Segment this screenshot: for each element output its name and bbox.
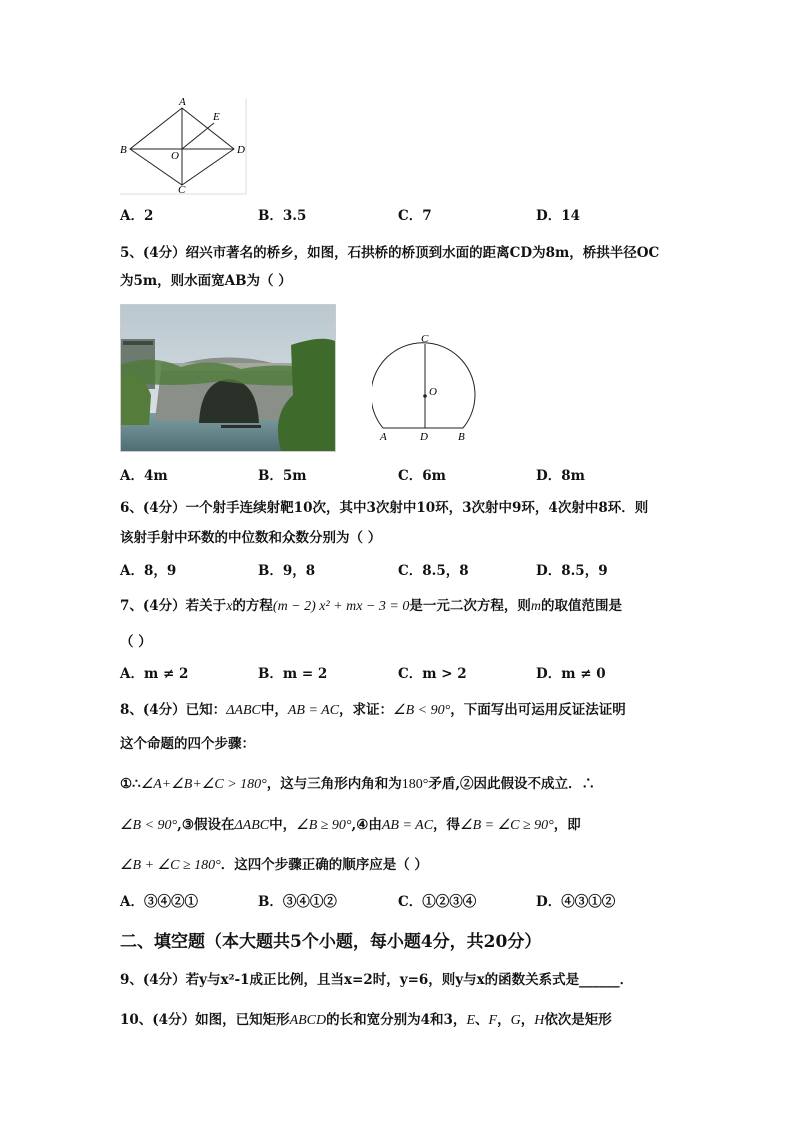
q8-text-line1 xyxy=(120,700,626,721)
label-a: A xyxy=(380,431,387,443)
q10-j: H xyxy=(534,1013,545,1028)
q6-option-b: B．9，8 xyxy=(258,563,316,579)
q10-e: 、 xyxy=(475,1012,489,1028)
section-heading: 二、填空题（本大题共5个小题，每小题4分，共20分） xyxy=(120,932,542,952)
q10-a: 10、(4分）如图，已知矩形 xyxy=(120,1012,290,1028)
q8-l4d: 中， xyxy=(269,817,297,833)
q6-option-a: A．8，9 xyxy=(120,563,177,579)
q8-l4g: AB = AC xyxy=(381,818,434,833)
q8-text-line3 xyxy=(120,774,595,795)
q8-l3b: ∠A+∠B+∠C > 180° xyxy=(140,777,267,792)
rhombus-figure xyxy=(118,96,248,196)
q8-l4j: ，即 xyxy=(553,817,581,833)
q8-l4c: ΔABC xyxy=(234,818,270,833)
label-c: C xyxy=(421,333,429,345)
q8-l3e: 矛盾,②因此假设不成立．∴ xyxy=(428,776,596,792)
q7-option-c: C．m > 2 xyxy=(398,666,467,682)
q4-option-d: D．14 xyxy=(536,208,580,224)
q8-l1b: ΔABC xyxy=(226,703,261,718)
q7-suffix: 是一元二次方程，则 xyxy=(409,598,531,614)
label-a: A xyxy=(179,96,186,108)
q7-option-b: B．m = 2 xyxy=(258,666,328,682)
q5-option-c: C．6m xyxy=(398,468,446,484)
q8-l3d: 180° xyxy=(401,777,429,792)
q8-l3a: ①∴ xyxy=(120,776,141,792)
q4-option-b: B．3.5 xyxy=(258,208,307,224)
label-o: O xyxy=(429,386,437,398)
q8-l1d: AB = AC xyxy=(287,703,340,718)
q10-text xyxy=(120,1010,612,1031)
q10-g: ， xyxy=(497,1012,511,1028)
q10-c: 的长和宽分别为4和3， xyxy=(326,1012,467,1028)
q8-l1a: 8、(4分）已知： xyxy=(120,702,227,718)
q4-option-c: C．7 xyxy=(398,208,432,224)
q5-text-line1: 5、(4分）绍兴市著名的桥乡，如图，石拱桥的桥顶到水面的距离CD为8m，桥拱半径OC xyxy=(120,245,660,261)
q7-equation: (m − 2) x² + mx − 3 = 0 xyxy=(272,599,410,614)
q8-l4e: ∠B ≥ 90° xyxy=(296,818,352,833)
q10-h: G xyxy=(510,1013,521,1028)
q8-text-line4 xyxy=(120,815,581,836)
q5-option-b: B．5m xyxy=(258,468,307,484)
q10-k: 依次是矩形 xyxy=(544,1012,612,1028)
q8-l5b: ．这四个步骤正确的顺序应是（ ） xyxy=(220,857,428,873)
q8-l4b: ,③假设在 xyxy=(177,817,235,833)
q8-l3c: ，这与三角形内角和为 xyxy=(266,776,402,792)
label-b: B xyxy=(120,144,127,156)
q7-var-x: x xyxy=(226,599,233,614)
label-d: D xyxy=(237,144,245,156)
q10-i: ， xyxy=(520,1012,535,1028)
q8-text-line2: 这个命题的四个步骤： xyxy=(120,736,255,752)
q5-option-d: D．8m xyxy=(536,468,585,484)
label-o: O xyxy=(171,150,179,162)
arch-circle-diagram xyxy=(372,330,482,448)
q6-option-c: C．8.5，8 xyxy=(398,563,469,579)
q8-l4i: ∠B = ∠C ≥ 90° xyxy=(460,818,554,833)
q7-option-a: A．m ≠ 2 xyxy=(120,666,189,682)
q8-text-line5 xyxy=(120,855,428,876)
q4-option-a: A．2 xyxy=(120,208,154,224)
q8-l5a: ∠B + ∠C ≥ 180° xyxy=(120,858,221,873)
q7-text-line2: （ ） xyxy=(120,634,152,650)
q6-text-line2: 该射手射中环数的中位数和众数分别为（ ） xyxy=(120,530,382,546)
label-b: B xyxy=(458,431,465,443)
q8-option-c: C．①②③④ xyxy=(398,894,477,910)
q6-text-line1: 6、(4分）一个射手连续射靶10次，其中3次射中10环，3次射中9环，4次射中8环．则 xyxy=(120,500,649,516)
q10-f: F xyxy=(488,1013,498,1028)
q10-b: ABCD xyxy=(289,1013,327,1028)
q8-l4f: ,④由 xyxy=(351,817,382,833)
label-e: E xyxy=(213,111,220,123)
q8-option-d: D．④③①② xyxy=(536,894,616,910)
stone-bridge-photo xyxy=(120,304,336,452)
q7-mid: 的方程 xyxy=(232,598,273,614)
q8-l4h: ，得 xyxy=(433,817,461,833)
label-c: C xyxy=(178,184,186,196)
q8-l1g: ，下面写出可运用反证法证明 xyxy=(450,702,626,718)
q8-l1f: ∠B < 90° xyxy=(393,703,451,718)
label-d: D xyxy=(420,431,428,443)
q5-option-a: A．4m xyxy=(120,468,168,484)
q7-var-m: m xyxy=(530,599,541,614)
q7-text-line1 xyxy=(120,596,622,617)
q8-l1c: 中， xyxy=(260,702,288,718)
q8-option-b: B．③④①② xyxy=(258,894,337,910)
q5-text-line2: 为5m，则水面宽AB为（ ） xyxy=(120,273,292,289)
q7-option-d: D．m ≠ 0 xyxy=(536,666,606,682)
q8-l1e: ，求证： xyxy=(339,702,394,718)
q9-text: 9、(4分）若y与x²-1成正比例，且当x=2时，y=6，则y与x的函数关系式是______． xyxy=(120,972,634,988)
q6-option-d: D．8.5，9 xyxy=(536,563,608,579)
q10-d: E xyxy=(466,1013,475,1028)
q8-option-a: A．③④②① xyxy=(120,894,198,910)
q7-prefix: 7、(4分）若关于 xyxy=(120,598,227,614)
q8-l4a: ∠B < 90° xyxy=(120,818,178,833)
q7-tail: 的取值范围是 xyxy=(541,598,622,614)
